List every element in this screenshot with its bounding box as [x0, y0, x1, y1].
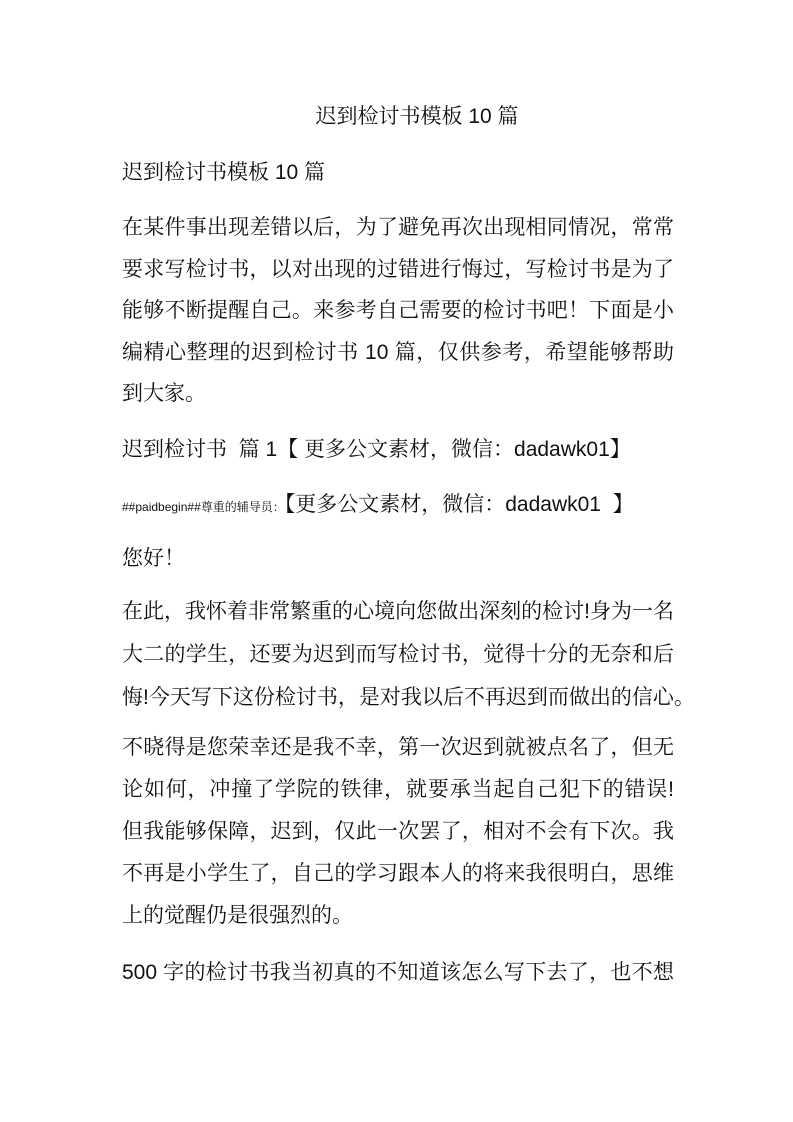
- body-paragraph-2: [122, 727, 674, 937]
- greeting: 您好！: [122, 547, 185, 570]
- document-subtitle: 迟到检讨书模板 10 篇: [122, 161, 326, 184]
- paragraph-line: 在此，我怀着非常繁重的心境向您做出深刻的检讨!身为一名: [122, 600, 674, 623]
- paragraph-line: 大二的学生，还要为迟到而写检讨书，觉得十分的无奈和后: [122, 643, 674, 666]
- salutation-line: [122, 484, 634, 528]
- paragraph-line: 不晓得是您荣幸还是我不幸，第一次迟到就被点名了，但无: [122, 736, 674, 759]
- section-heading: 迟到检讨书 篇 1【 更多公文素材，微信：dadawk01】: [122, 438, 631, 461]
- paragraph-line: 悔!今天写下这份检讨书，是对我以后不再迟到而做出的信心。: [122, 686, 695, 709]
- intro-paragraph: [122, 207, 674, 415]
- paragraph-line: 但我能够保障，迟到，仅此一次罢了，相对不会有下次。我: [122, 820, 674, 843]
- intro-line: 到大家。: [122, 382, 206, 405]
- body-paragraph-1: [122, 590, 695, 719]
- paragraph-line: 上的觉醒仍是很强烈的。: [122, 904, 353, 927]
- paragraph-line: 不再是小学生了，自己的学习跟本人的将来我很明白，思维: [122, 862, 674, 885]
- intro-line: 要求写检讨书，以对出现的过错进行悔过，写检讨书是为了: [122, 257, 674, 281]
- paragraph-line: 500 字的检讨书我当初真的不知道该怎么写下去了，也不想: [122, 961, 674, 984]
- salutation-prefix: ##paidbegin##尊重的辅导员：: [122, 500, 285, 514]
- salutation-note: 【更多公文素材，微信：dadawk01 】: [284, 493, 634, 516]
- paragraph-line: 论如何，冲撞了学院的铁律，就要承当起自己犯下的错误!: [122, 778, 674, 801]
- intro-line: 在某件事出现差错以后，为了避免再次出现相同情况，常常: [122, 216, 674, 239]
- intro-line: 编精心整理的迟到检讨书 10 篇，仅供参考，希望能够帮助: [122, 340, 674, 364]
- body-paragraph-3: [122, 952, 674, 994]
- document-title: 迟到检讨书模板 10 篇: [315, 105, 519, 128]
- intro-line: 能够不断提醒自己。来参考自己需要的检讨书吧！下面是小: [122, 299, 674, 322]
